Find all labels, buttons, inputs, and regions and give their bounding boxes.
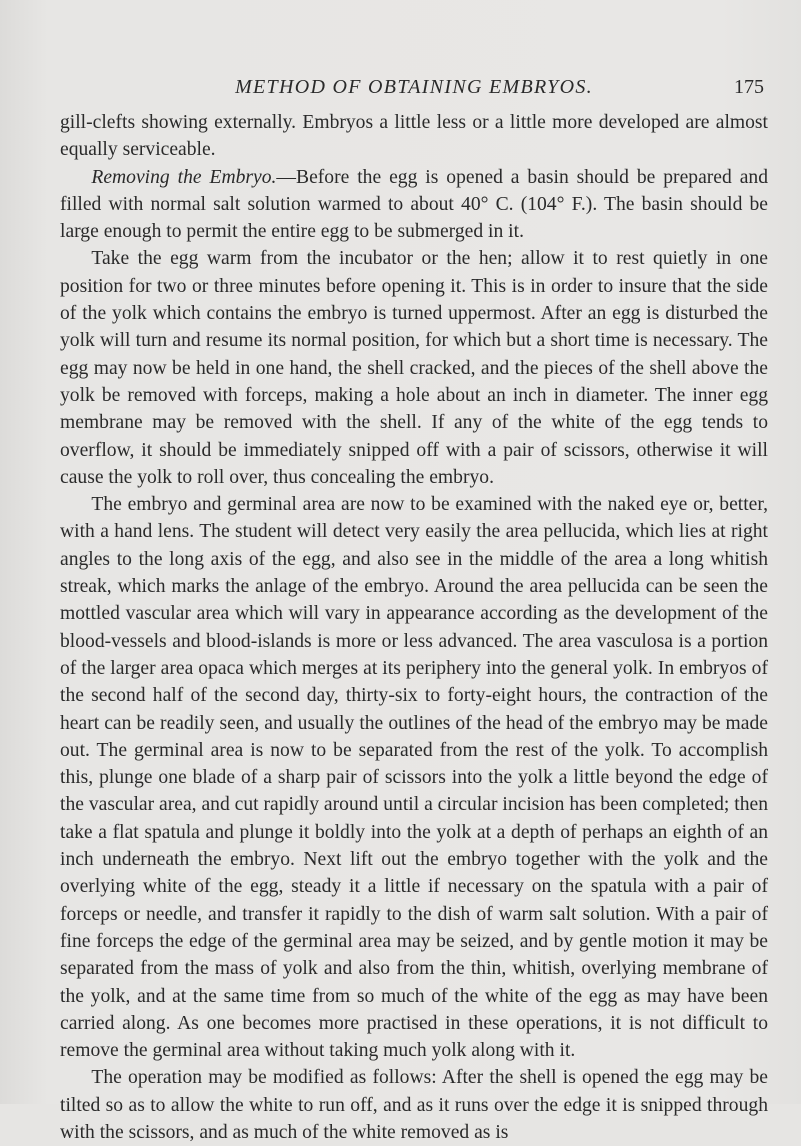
- paragraph-1-text: gill-clefts showing externally. Embryos a little less or a little more developed are almost equally serviceable.: [60, 112, 768, 161]
- paragraph-5: [60, 1064, 768, 1146]
- running-head: METHOD OF OBTAINING EMBRYOS.: [235, 76, 593, 98]
- page-number: 175: [734, 76, 764, 98]
- page-header: [60, 76, 768, 102]
- paragraph-4-text: The embryo and germinal area are now to be examined with the naked eye or, better, with a hand lens. The student will detect very easily the area pellucida, which lies at right angles to the long axis of the egg, and also see in the middle of the area a long whitish streak, which marks the anlage of the embryo. Around the area pellucida can be seen the mottled vascular area which will vary in appearance according as the development of the blood-vessels and blood-islands is more or less advanced. The area vasculosa is a portion of the larger area opaca which merges at its periphery into the general yolk. In embryos of the second half of the second day, thirty-six to forty-eight hours, the contraction of the heart can be readily seen, and usually the outlines of the head of the embryo may be made out. The germinal area is now to be separated from the rest of the yolk. To accomplish this, plunge one blade of a sharp pair of scissors into the yolk a little beyond the edge of the vascular area, and cut rapidly around until a circular incision has been completed; then take a flat spatula and plunge it boldly into the yolk at a depth of perhaps an eighth of an inch underneath the embryo. Next lift out the embryo together with the yolk and the overlying white of the egg, steady it a little if necessary on the spatula with a pair of forceps or needle, and transfer it rapidly to the dish of warm salt solution. With a pair of fine forceps the edge of the germinal area may be seized, and by gentle motion it may be separated from the mass of yolk and also from the thin, whitish, overlying membrane of the yolk, and at the same time from so much of the white of the egg as may have been carried along. As one becomes more practised in these operations, it is not difficult to remove the germinal area without taking much yolk along with it.: [60, 494, 768, 1062]
- paragraph-2: [60, 164, 768, 246]
- paragraph-3-text: Take the egg warm from the incubator or the hen; allow it to rest quietly in one position for two or three minutes before opening it. This is in order to insure that the side of the yolk which contains the embryo is turned uppermost. After an egg is disturbed the yolk will turn and resume its normal position, for which but a short time is necessary. The egg may now be held in one hand, the shell cracked, and the pieces of the shell above the yolk be removed with forceps, making a hole about an inch in diameter. The inner egg membrane may be removed with the shell. If any of the white of the egg tends to overflow, it should be immediately snipped off with a pair of scissors, otherwise it will cause the yolk to roll over, thus concealing the embryo.: [60, 248, 768, 488]
- paragraph-3: [60, 245, 768, 491]
- body-text: [60, 109, 768, 1146]
- paragraph-1: [60, 109, 768, 164]
- paragraph-4: [60, 491, 768, 1064]
- paragraph-2-text: —Before the egg is opened a basin should be prepared and filled with normal salt solution warmed to about 40° C. (104° F.). The basin should be large enough to permit the entire egg to be submerged in it.: [60, 166, 768, 243]
- section-heading-removing-the-embryo: Removing the Embryo.: [91, 166, 277, 188]
- paragraph-5-text: The operation may be modified as follows: After the shell is opened the egg may be tilted so as to allow the white to run off, and as it runs over the edge it is snipped through with the scissors, and as much of the white removed as is: [60, 1067, 768, 1143]
